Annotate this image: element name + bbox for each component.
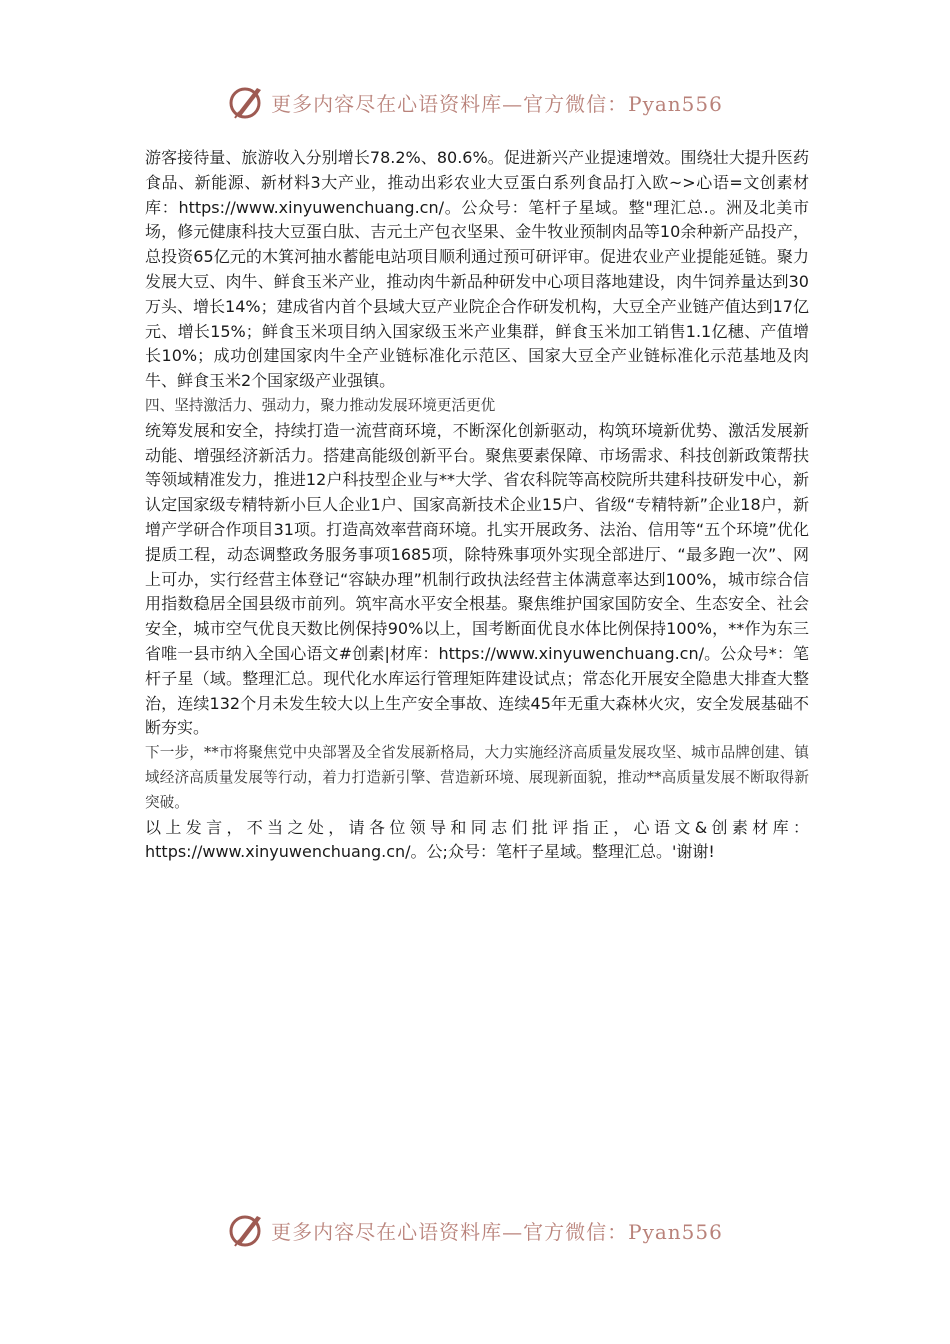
header-banner <box>0 80 950 124</box>
quill-pen-logo-icon <box>227 82 267 122</box>
footer-banner <box>0 1208 950 1252</box>
quill-pen-logo-icon <box>227 1210 267 1250</box>
paragraph-closing: 以上发言，不当之处，请各位领导和同志们批评指正，心语文&创素材库：https://www.xinyuwenchuang.cn/。公;众号：笔杆子星域。整理汇总。'谢谢! <box>145 817 809 862</box>
section-heading: 四、坚持激活力、强动力，聚力推动发展环境更活更优 <box>145 396 496 414</box>
document-body <box>145 146 809 865</box>
paragraph-industry: 游客接待量、旅游收入分别增长78.2%、80.6%。促进新兴产业提速增效。围绕壮大提升医药食品、新能源、新材料3大产业，推动出彩农业大豆蛋白系列食品打入欧~>心语=文创素材库：https://www.xinyuwenchuang.cn/。公众号：笔杆子星域。整"理汇总.。洲及北美市场，修元健康科技大豆蛋白肽、吉元土产包衣坚果、金牛牧业预制肉品等10余种新产品投产，总投资65亿元的木箕河抽水蓄能电站项目顺利通过预可研评审。促进农业产业提能延链。聚力发展大豆、肉牛、鲜食玉米产业，推动肉牛新品种研发中心项目落地建设，肉牛饲养量达到30万头、增长14%；建成省内首个县域大豆产业院企合作研发机构，大豆全产业链产值达到17亿元、增长15%；鲜食玉米项目纳入国家级玉米产业集群，鲜食玉米加工销售1.1亿穗、产值增长10%；成功创建国家肉牛全产业链标准化示范区、国家大豆全产业链标准化示范基地及肉牛、鲜食玉米2个国家级产业强镇。 <box>145 148 809 391</box>
paragraph-environment: 统筹发展和安全，持续打造一流营商环境，不断深化创新驱动，构筑环境新优势、激活发展新动能、增强经济新活力。搭建高能级创新平台。聚焦要素保障、市场需求、科技创新政策帮扶等领域精准发力，推进12户科技型企业与**大学、省农科院等高校院所共建科技研发中心，新认定国家级专精特新小巨人企业1户、国家高新技术企业15户、省级“专精特新”企业18户，新增产学研合作项目31项。打造高效率营商环境。扎实开展政务、法治、信用等“五个环境”优化提质工程，动态调整政务服务事项1685项，除特殊事项外实现全部进厅、“最多跑一次”、网上可办，实行经营主体登记“容缺办理”机制行政执法经营主体满意率达到100%，城市综合信用指数稳居全国县级市前列。筑牢高水平安全根基。聚焦维护国家国防安全、生态安全、社会安全，城市空气优良天数比例保持90%以上，国考断面优良水体比例保持100%，**作为东三省唯一县市纳入全国心语文#创素|材库：https://www.xinyuwenchuang.cn/。公众号*：笔杆子星（域。整理汇总。现代化水库运行管理矩阵建设试点；常态化开展安全隐患大排查大整治，连续132个月未发生较大以上生产安全事故、连续45年无重大森林火灾，安全发展基础不断夯实。 <box>145 420 809 738</box>
paragraph-next-steps: 下一步，**市将聚焦党中央部署及全省发展新格局，大力实施经济高质量发展攻坚、城市品牌创建、镇域经济高质量发展等行动，着力打造新引擎、营造新环境、展现新面貌，推动**高质量发展不断取得新突破。 <box>145 744 809 811</box>
banner-text: 更多内容尽在心语资料库—官方微信：Pyan556 <box>271 1219 723 1244</box>
banner-text: 更多内容尽在心语资料库—官方微信：Pyan556 <box>271 91 723 116</box>
